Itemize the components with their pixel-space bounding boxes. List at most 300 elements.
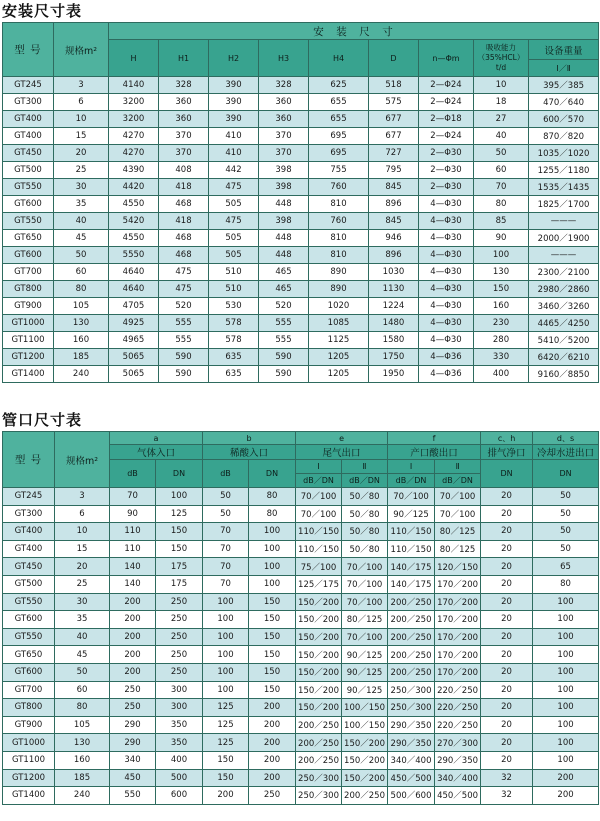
table-cell: 4—Φ36 bbox=[419, 349, 474, 366]
model-cell: GT400 bbox=[3, 111, 54, 128]
table-cell: 90／125 bbox=[388, 505, 435, 523]
table-cell: 360 bbox=[259, 94, 309, 111]
table-cell: 475 bbox=[209, 179, 259, 196]
table-cell: 290 bbox=[110, 734, 156, 752]
table-cell: 70 bbox=[203, 558, 249, 576]
table-cell: 655 bbox=[309, 94, 369, 111]
product-acid-ii-dbdn: dB／DN bbox=[435, 474, 481, 488]
table-cell: 4—Φ30 bbox=[419, 332, 474, 349]
table-cell: 600／570 bbox=[529, 111, 599, 128]
table-cell: 50 bbox=[533, 540, 599, 558]
table-cell: 408 bbox=[159, 162, 209, 179]
table-cell: 4420 bbox=[109, 179, 159, 196]
table-cell: 300 bbox=[156, 699, 203, 717]
absorb-capacity-concentration: （35%HCL） bbox=[477, 53, 525, 62]
table-cell: 2—Φ24 bbox=[419, 94, 474, 111]
table-row bbox=[3, 315, 599, 332]
table-cell: 110 bbox=[110, 523, 156, 541]
table-cell: 40 bbox=[474, 128, 529, 145]
table-cell: 27 bbox=[474, 111, 529, 128]
table-cell: 300 bbox=[156, 681, 203, 699]
table-cell: 5410／5200 bbox=[529, 332, 599, 349]
model-cell: GT500 bbox=[3, 575, 55, 593]
table-cell: 250 bbox=[249, 787, 296, 805]
table-cell: 230 bbox=[474, 315, 529, 332]
table-cell: 100 bbox=[203, 646, 249, 664]
table-cell: 175 bbox=[156, 558, 203, 576]
table-cell: 1035／1020 bbox=[529, 145, 599, 162]
model-header: 型 号 bbox=[3, 432, 55, 488]
table-cell: 80／125 bbox=[342, 611, 388, 629]
table-cell: 555 bbox=[259, 315, 309, 332]
table-cell: 370 bbox=[159, 128, 209, 145]
table-cell: 727 bbox=[369, 145, 419, 162]
table-cell: 20 bbox=[481, 611, 533, 629]
weight-header: 设备重量 bbox=[529, 40, 599, 60]
table-cell: 6 bbox=[55, 505, 110, 523]
table-cell: 1205 bbox=[309, 366, 369, 383]
table-cell: 328 bbox=[259, 77, 309, 94]
table-cell: 200／250 bbox=[342, 787, 388, 805]
table-cell: 160 bbox=[54, 332, 109, 349]
table-cell: 450／500 bbox=[388, 769, 435, 787]
table-cell: 500 bbox=[156, 769, 203, 787]
spec-header: 规格m² bbox=[55, 432, 110, 488]
table-cell: 250 bbox=[110, 681, 156, 699]
table-cell: 360 bbox=[159, 111, 209, 128]
table-cell: 1030 bbox=[369, 264, 419, 281]
table-cell: 410 bbox=[209, 128, 259, 145]
table-cell: 340／400 bbox=[388, 751, 435, 769]
tail-gas-ii: Ⅱ bbox=[342, 460, 388, 474]
table-row bbox=[3, 94, 599, 111]
table-cell: 1750 bbox=[369, 349, 419, 366]
table-cell: 290／350 bbox=[388, 716, 435, 734]
table-cell: 100 bbox=[249, 575, 296, 593]
table-cell: 1085 bbox=[309, 315, 369, 332]
model-cell: GT300 bbox=[3, 94, 54, 111]
table-cell: 4—Φ36 bbox=[419, 366, 474, 383]
table-cell: 677 bbox=[369, 111, 419, 128]
table-cell: 140 bbox=[110, 558, 156, 576]
table-cell: 360 bbox=[259, 111, 309, 128]
table-cell: 150 bbox=[203, 751, 249, 769]
table-cell: 110／150 bbox=[388, 540, 435, 558]
table-cell: 200 bbox=[533, 787, 599, 805]
cooling-water-dn: DN bbox=[533, 460, 599, 488]
table-row bbox=[3, 332, 599, 349]
col-h3-header: H3 bbox=[259, 40, 309, 77]
table-cell: 125 bbox=[156, 505, 203, 523]
table-cell: 75／100 bbox=[296, 558, 342, 576]
table-cell: 4—Φ30 bbox=[419, 298, 474, 315]
table-cell: 100 bbox=[533, 699, 599, 717]
table-row bbox=[3, 505, 599, 523]
table-row bbox=[3, 716, 599, 734]
table-cell: 890 bbox=[309, 264, 369, 281]
model-cell: GT300 bbox=[3, 505, 55, 523]
table-cell: 200 bbox=[249, 716, 296, 734]
table-cell: 518 bbox=[369, 77, 419, 94]
table-row bbox=[3, 298, 599, 315]
table-cell: 896 bbox=[369, 247, 419, 264]
table-row bbox=[3, 558, 599, 576]
table-cell: 20 bbox=[481, 716, 533, 734]
table-cell: 250 bbox=[110, 699, 156, 717]
model-cell: GT800 bbox=[3, 699, 55, 717]
table-cell: 70／100 bbox=[435, 505, 481, 523]
absorb-capacity-header bbox=[474, 40, 529, 77]
table-cell: 80 bbox=[54, 281, 109, 298]
table-cell: 330 bbox=[474, 349, 529, 366]
model-cell: GT550 bbox=[3, 628, 55, 646]
tail-gas-outlet-header: 尾气出口 bbox=[296, 445, 388, 460]
table-row bbox=[3, 769, 599, 787]
table-cell: 625 bbox=[309, 77, 369, 94]
table-cell: 100 bbox=[203, 663, 249, 681]
table-cell: 100 bbox=[474, 247, 529, 264]
table-cell: 4550 bbox=[109, 230, 159, 247]
table-cell: 6420／6210 bbox=[529, 349, 599, 366]
table-cell: 370 bbox=[259, 128, 309, 145]
table-cell: 578 bbox=[209, 315, 259, 332]
absorb-capacity-unit: t/d bbox=[495, 63, 507, 72]
table-cell: 200／250 bbox=[388, 593, 435, 611]
table-cell: 845 bbox=[369, 179, 419, 196]
table-cell: 125／175 bbox=[296, 575, 342, 593]
table-cell: 2—Φ30 bbox=[419, 162, 474, 179]
table-cell: 20 bbox=[481, 681, 533, 699]
table-cell: 4140 bbox=[109, 77, 159, 94]
table-cell: 80 bbox=[533, 575, 599, 593]
product-acid-outlet-header: 产口酸出口 bbox=[388, 445, 481, 460]
table-cell: 50／80 bbox=[342, 540, 388, 558]
table-cell: 20 bbox=[481, 646, 533, 664]
table-cell: 360 bbox=[159, 94, 209, 111]
table-cell: 1580 bbox=[369, 332, 419, 349]
table-cell: 20 bbox=[481, 751, 533, 769]
table-cell: 3200 bbox=[109, 111, 159, 128]
col-h2-header: H2 bbox=[209, 40, 259, 77]
table-row bbox=[3, 663, 599, 681]
table-cell: 4—Φ30 bbox=[419, 264, 474, 281]
table-cell: 200 bbox=[110, 646, 156, 664]
table-row bbox=[3, 281, 599, 298]
table-row bbox=[3, 162, 599, 179]
table-cell: 80／125 bbox=[435, 540, 481, 558]
model-cell: GT650 bbox=[3, 230, 54, 247]
table-cell: 9160／8850 bbox=[529, 366, 599, 383]
model-cell: GT245 bbox=[3, 77, 54, 94]
table-cell: 590 bbox=[159, 349, 209, 366]
table-cell: 150／200 bbox=[296, 646, 342, 664]
table-cell: 70 bbox=[203, 523, 249, 541]
model-cell: GT600 bbox=[3, 663, 55, 681]
table-cell: 890 bbox=[309, 281, 369, 298]
table-cell: 20 bbox=[54, 145, 109, 162]
table-cell: 1130 bbox=[369, 281, 419, 298]
table-cell: 90 bbox=[110, 505, 156, 523]
table-cell: 100 bbox=[533, 734, 599, 752]
table-cell: 390 bbox=[209, 94, 259, 111]
table-cell: 250 bbox=[156, 646, 203, 664]
table-cell: 695 bbox=[309, 128, 369, 145]
table-cell: 555 bbox=[159, 315, 209, 332]
table-cell: 110／150 bbox=[296, 523, 342, 541]
table-cell: 50／80 bbox=[342, 523, 388, 541]
table-cell: 4—Φ30 bbox=[419, 247, 474, 264]
table-cell: 70／100 bbox=[342, 593, 388, 611]
table-cell: ——— bbox=[529, 247, 599, 264]
table-cell: 2000／1900 bbox=[529, 230, 599, 247]
table-cell: 100 bbox=[533, 716, 599, 734]
table-cell: 4465／4250 bbox=[529, 315, 599, 332]
spec-header: 规格m² bbox=[54, 23, 109, 77]
table-cell: 60 bbox=[55, 681, 110, 699]
table-cell: 100 bbox=[249, 523, 296, 541]
table-cell: 100 bbox=[249, 558, 296, 576]
gas-inlet-db: dB bbox=[110, 460, 156, 488]
table-cell: 590 bbox=[259, 366, 309, 383]
col-h1-header: H1 bbox=[159, 40, 209, 77]
model-header: 型 号 bbox=[3, 23, 54, 77]
table-cell: 555 bbox=[259, 332, 309, 349]
table-cell: 30 bbox=[54, 179, 109, 196]
table-cell: 160 bbox=[474, 298, 529, 315]
table-cell: 475 bbox=[159, 264, 209, 281]
table-cell: 1020 bbox=[309, 298, 369, 315]
table-cell: 100 bbox=[203, 593, 249, 611]
table-cell: 70／100 bbox=[342, 628, 388, 646]
table-cell: 448 bbox=[259, 247, 309, 264]
table-cell: 40 bbox=[54, 213, 109, 230]
table-cell: 100 bbox=[533, 751, 599, 769]
col-d-header: D bbox=[369, 40, 419, 77]
table-cell: 468 bbox=[159, 230, 209, 247]
table-cell: 600 bbox=[156, 787, 203, 805]
table-cell: 130 bbox=[54, 315, 109, 332]
table-row bbox=[3, 646, 599, 664]
table-cell: 35 bbox=[54, 196, 109, 213]
table-cell: 150／200 bbox=[296, 628, 342, 646]
table-cell: 90／125 bbox=[342, 681, 388, 699]
table-cell: 100 bbox=[533, 611, 599, 629]
model-cell: GT1100 bbox=[3, 332, 54, 349]
model-cell: GT1000 bbox=[3, 315, 54, 332]
table-cell: 50 bbox=[533, 523, 599, 541]
vent-dn: DN bbox=[481, 460, 533, 488]
table-cell: 50／80 bbox=[342, 488, 388, 506]
table-cell: 170／200 bbox=[435, 646, 481, 664]
table-cell: 250／300 bbox=[388, 699, 435, 717]
table-cell: 105 bbox=[54, 298, 109, 315]
table-cell: 70／100 bbox=[342, 558, 388, 576]
table-cell: 110／150 bbox=[388, 523, 435, 541]
table-cell: 80 bbox=[55, 699, 110, 717]
table-cell: 150／200 bbox=[342, 769, 388, 787]
table-cell: 5065 bbox=[109, 366, 159, 383]
table-cell: 2980／2860 bbox=[529, 281, 599, 298]
tail-gas-i-dbdn: dB／DN bbox=[296, 474, 342, 488]
table-cell: 100 bbox=[249, 540, 296, 558]
table-cell: 50 bbox=[55, 663, 110, 681]
table-cell: 30 bbox=[55, 593, 110, 611]
table-cell: 170／200 bbox=[435, 593, 481, 611]
model-cell: GT400 bbox=[3, 128, 54, 145]
table-cell: 45 bbox=[54, 230, 109, 247]
table-cell: 100／150 bbox=[342, 699, 388, 717]
table-cell: 465 bbox=[259, 264, 309, 281]
table-cell: 4270 bbox=[109, 145, 159, 162]
table-cell: ——— bbox=[529, 213, 599, 230]
table-cell: 520 bbox=[159, 298, 209, 315]
table-cell: 60 bbox=[54, 264, 109, 281]
table-cell: 100 bbox=[533, 628, 599, 646]
table-cell: 150 bbox=[249, 628, 296, 646]
table-cell: 555 bbox=[159, 332, 209, 349]
table-cell: 220／250 bbox=[435, 681, 481, 699]
table-cell: 505 bbox=[209, 196, 259, 213]
table-cell: 810 bbox=[309, 247, 369, 264]
table-cell: 410 bbox=[209, 145, 259, 162]
table-cell: 10 bbox=[474, 77, 529, 94]
tail-gas-ii-dbdn: dB／DN bbox=[342, 474, 388, 488]
table-cell: 250 bbox=[156, 593, 203, 611]
table-cell: 2—Φ24 bbox=[419, 77, 474, 94]
table-cell: 60 bbox=[474, 162, 529, 179]
table-cell: 70／100 bbox=[342, 575, 388, 593]
table-cell: 20 bbox=[481, 663, 533, 681]
table-cell: 100 bbox=[203, 628, 249, 646]
gas-inlet-header: 气体入口 bbox=[110, 445, 203, 460]
table-cell: 3 bbox=[54, 77, 109, 94]
table-cell: 328 bbox=[159, 77, 209, 94]
table-cell: 1825／1700 bbox=[529, 196, 599, 213]
table-cell: 120／150 bbox=[435, 558, 481, 576]
table-row bbox=[3, 264, 599, 281]
table-cell: 150 bbox=[156, 540, 203, 558]
table-cell: 370 bbox=[259, 145, 309, 162]
table-cell: 290 bbox=[110, 716, 156, 734]
table-cell: 20 bbox=[481, 488, 533, 506]
model-cell: GT1200 bbox=[3, 769, 55, 787]
table-cell: 100 bbox=[203, 681, 249, 699]
table-cell: 80／125 bbox=[435, 523, 481, 541]
table-cell: 418 bbox=[159, 179, 209, 196]
table-cell: 1480 bbox=[369, 315, 419, 332]
table-cell: 170／200 bbox=[435, 663, 481, 681]
table-cell: 530 bbox=[209, 298, 259, 315]
table-cell: 4640 bbox=[109, 264, 159, 281]
table-cell: 468 bbox=[159, 196, 209, 213]
table-cell: 20 bbox=[481, 558, 533, 576]
nozzle-letter-a: a bbox=[110, 432, 203, 445]
table-row bbox=[3, 523, 599, 541]
table-cell: 4925 bbox=[109, 315, 159, 332]
nozzle-letter-f: f bbox=[388, 432, 481, 445]
table-cell: 4965 bbox=[109, 332, 159, 349]
table-row bbox=[3, 611, 599, 629]
table-cell: 442 bbox=[209, 162, 259, 179]
model-cell: GT600 bbox=[3, 611, 55, 629]
table-cell: 450／500 bbox=[435, 787, 481, 805]
table-cell: 395／385 bbox=[529, 77, 599, 94]
model-cell: GT400 bbox=[3, 523, 55, 541]
model-cell: GT500 bbox=[3, 162, 54, 179]
nozzle-letter-b: b bbox=[203, 432, 296, 445]
table-cell: 70 bbox=[203, 540, 249, 558]
table-row bbox=[3, 575, 599, 593]
table-cell: 200 bbox=[533, 769, 599, 787]
table-cell: 150／200 bbox=[296, 611, 342, 629]
table-cell: 510 bbox=[209, 281, 259, 298]
install-dimensions-header: 安 装 尺 寸 bbox=[109, 23, 599, 40]
table-cell: 200 bbox=[110, 628, 156, 646]
table-row bbox=[3, 540, 599, 558]
table-cell: 475 bbox=[159, 281, 209, 298]
model-cell: GT1400 bbox=[3, 366, 54, 383]
table-cell: 200／250 bbox=[388, 646, 435, 664]
product-acid-ii: Ⅱ bbox=[435, 460, 481, 474]
table-cell: 50 bbox=[474, 145, 529, 162]
table-cell: 150 bbox=[203, 769, 249, 787]
table-cell: 4705 bbox=[109, 298, 159, 315]
product-acid-i: Ⅰ bbox=[388, 460, 435, 474]
table-cell: 100 bbox=[203, 611, 249, 629]
table-row bbox=[3, 628, 599, 646]
table-cell: 250／300 bbox=[388, 681, 435, 699]
model-cell: GT600 bbox=[3, 196, 54, 213]
table-cell: 1125 bbox=[309, 332, 369, 349]
table-cell: 200／250 bbox=[388, 663, 435, 681]
table-cell: 340／400 bbox=[435, 769, 481, 787]
table-cell: 32 bbox=[481, 769, 533, 787]
weight-sub-header: Ⅰ／Ⅱ bbox=[529, 60, 599, 77]
table-cell: 1950 bbox=[369, 366, 419, 383]
table-cell: 4270 bbox=[109, 128, 159, 145]
table-cell: 32 bbox=[481, 787, 533, 805]
model-cell: GT1400 bbox=[3, 787, 55, 805]
table-cell: 200／250 bbox=[388, 611, 435, 629]
table-cell: 185 bbox=[54, 349, 109, 366]
table-cell: 200 bbox=[110, 593, 156, 611]
table-cell: 250／300 bbox=[296, 787, 342, 805]
table-cell: 5065 bbox=[109, 349, 159, 366]
dilute-acid-dn: DN bbox=[249, 460, 296, 488]
table-cell: 2—Φ30 bbox=[419, 179, 474, 196]
table-row bbox=[3, 366, 599, 383]
table-cell: 1205 bbox=[309, 349, 369, 366]
table-cell: 150 bbox=[249, 681, 296, 699]
table-cell: 5420 bbox=[109, 213, 159, 230]
table-cell: 20 bbox=[481, 593, 533, 611]
table-row bbox=[3, 488, 599, 506]
model-cell: GT800 bbox=[3, 281, 54, 298]
table-cell: 175 bbox=[156, 575, 203, 593]
table-cell: 70／100 bbox=[296, 505, 342, 523]
table-row bbox=[3, 230, 599, 247]
table-cell: 3200 bbox=[109, 94, 159, 111]
table-cell: 470／640 bbox=[529, 94, 599, 111]
model-cell: GT245 bbox=[3, 488, 55, 506]
table-cell: 170／200 bbox=[435, 611, 481, 629]
table-cell: 200 bbox=[249, 769, 296, 787]
table-cell: 105 bbox=[55, 716, 110, 734]
cooling-water-header: 冷却水进出口 bbox=[533, 445, 599, 460]
table-cell: 1535／1435 bbox=[529, 179, 599, 196]
table-cell: 400 bbox=[474, 366, 529, 383]
table-cell: 760 bbox=[309, 179, 369, 196]
